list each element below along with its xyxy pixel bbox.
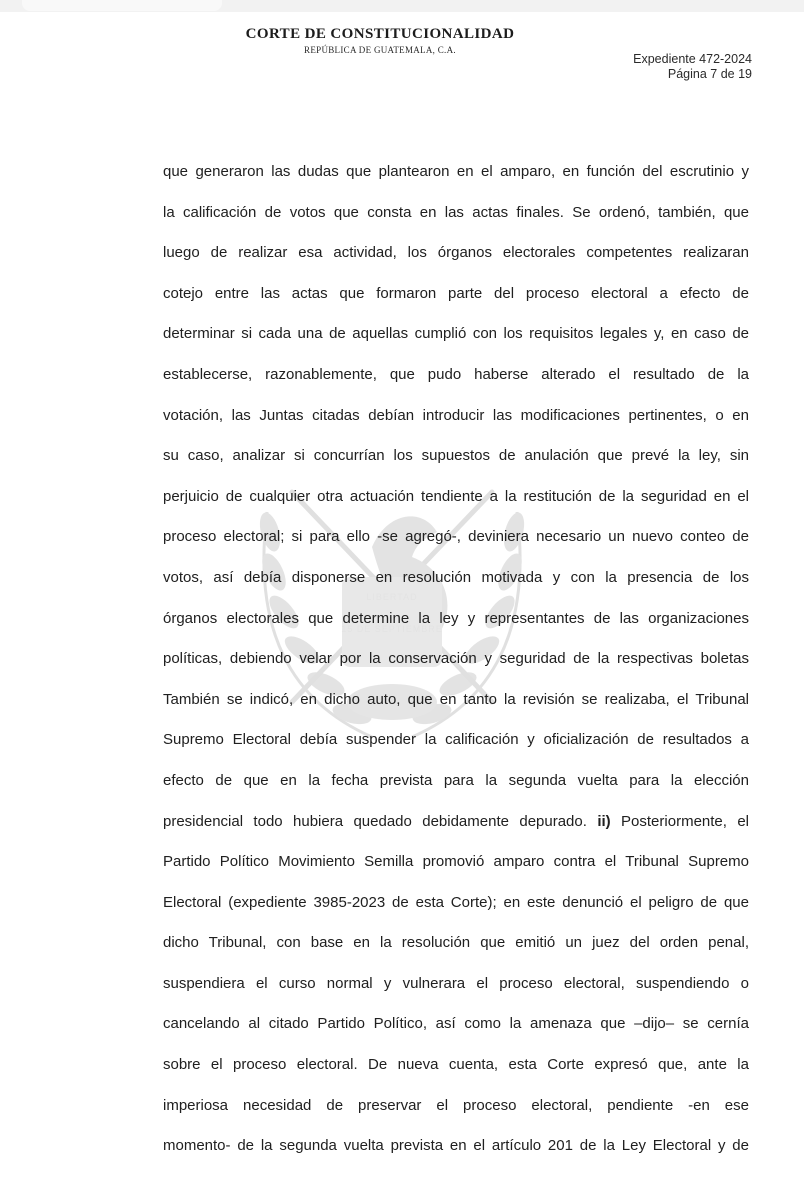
court-name: CORTE DE CONSTITUCIONALIDAD (245, 26, 515, 42)
body-line: Supremo Electoral debía suspender la calificación y oficialización de resultados a (163, 731, 749, 749)
body-line: votación, las Juntas citadas debían introducir las modificaciones pertinentes, o en (163, 406, 749, 424)
case-info (633, 52, 752, 82)
body-line: perjuicio de cualquier otra actuación tendiente a la restitución de la seguridad en el (163, 487, 749, 505)
body-line: Partido Político Movimiento Semilla promovió amparo contra el Tribunal Supremo (163, 853, 749, 871)
page-number: Página 7 de 19 (667, 67, 752, 81)
body-line: momento- de la segunda vuelta prevista en el artículo 201 de la Ley Electoral y de (163, 1137, 749, 1155)
body-line: la calificación de votos que consta en las actas finales. Se ordenó, también, que (163, 203, 749, 221)
body-line-mixed (163, 802, 749, 843)
body-line: cancelando al citado Partido Político, así como la amenaza que –dijo– se cernía (163, 1015, 749, 1033)
top-strip (0, 0, 804, 12)
expediente-number: Expediente 472-2024 (633, 52, 752, 66)
body-line: dicho Tribunal, con base en la resolución que emitió un juez del orden penal, (163, 934, 749, 952)
body-line-segment: Posteriormente, el (621, 812, 749, 830)
body-line: determinar si cada una de aquellas cumplió con los requisitos legales y, en caso de (163, 325, 749, 343)
body-line: establecerse, razonablemente, que pudo haberse alterado el resultado de la (163, 365, 749, 383)
body-line-segment: presidencial todo hubiera quedado debidamente depurado. (163, 812, 587, 830)
watermark-ribbon-bottom: 15 DE SEPTIEMBRE (341, 624, 443, 634)
viewer-tab (22, 0, 222, 11)
body-line: su caso, analizar si concurrían los supuestos de anulación que prevé la ley, sin (163, 447, 749, 465)
body-line: que generaron las dudas que plantearon en el amparo, en función del escrutinio y (163, 163, 749, 180)
body-line: proceso electoral; si para ello -se agregó-, deviniera necesario un nuevo conteo de (163, 528, 749, 546)
body-line: También se indicó, en dicho auto, que en tanto la revisión se realizaba, el Tribunal (163, 690, 749, 708)
body-line: cotejo entre las actas que formaron parte del proceso electoral a efecto de (163, 284, 749, 302)
watermark-ribbon-top: LIBERTAD (366, 592, 418, 602)
page-header (0, 12, 804, 112)
body-line: suspendiera el curso normal y vulnerara el proceso electoral, suspendiendo o (163, 974, 749, 992)
court-subtitle: REPÚBLICA DE GUATEMALA, C.A. (304, 45, 456, 55)
body-line: políticas, debiendo velar por la conservación y seguridad de la respectivas boletas (163, 650, 749, 668)
document-page (0, 12, 804, 1204)
body-line: luego de realizar esa actividad, los órganos electorales competentes realizaran (163, 244, 749, 262)
enumeration-marker: ii) (597, 812, 611, 830)
body-line: Electoral (expediente 3985-2023 de esta Corte); en este denunció el peligro de que (163, 893, 749, 911)
body-line: votos, así debía disponerse en resolución motivada y con la presencia de los (163, 568, 749, 586)
body-line: efecto de que en la fecha prevista para la segunda vuelta para la elección (163, 771, 749, 789)
document-body (163, 152, 749, 1167)
body-line: imperiosa necesidad de preservar el proceso electoral, pendiente -en ese (163, 1096, 749, 1114)
body-line: sobre el proceso electoral. De nueva cuenta, esta Corte expresó que, ante la (163, 1056, 749, 1074)
body-line: órganos electorales que determine la ley y representantes de las organizaciones (163, 609, 749, 627)
